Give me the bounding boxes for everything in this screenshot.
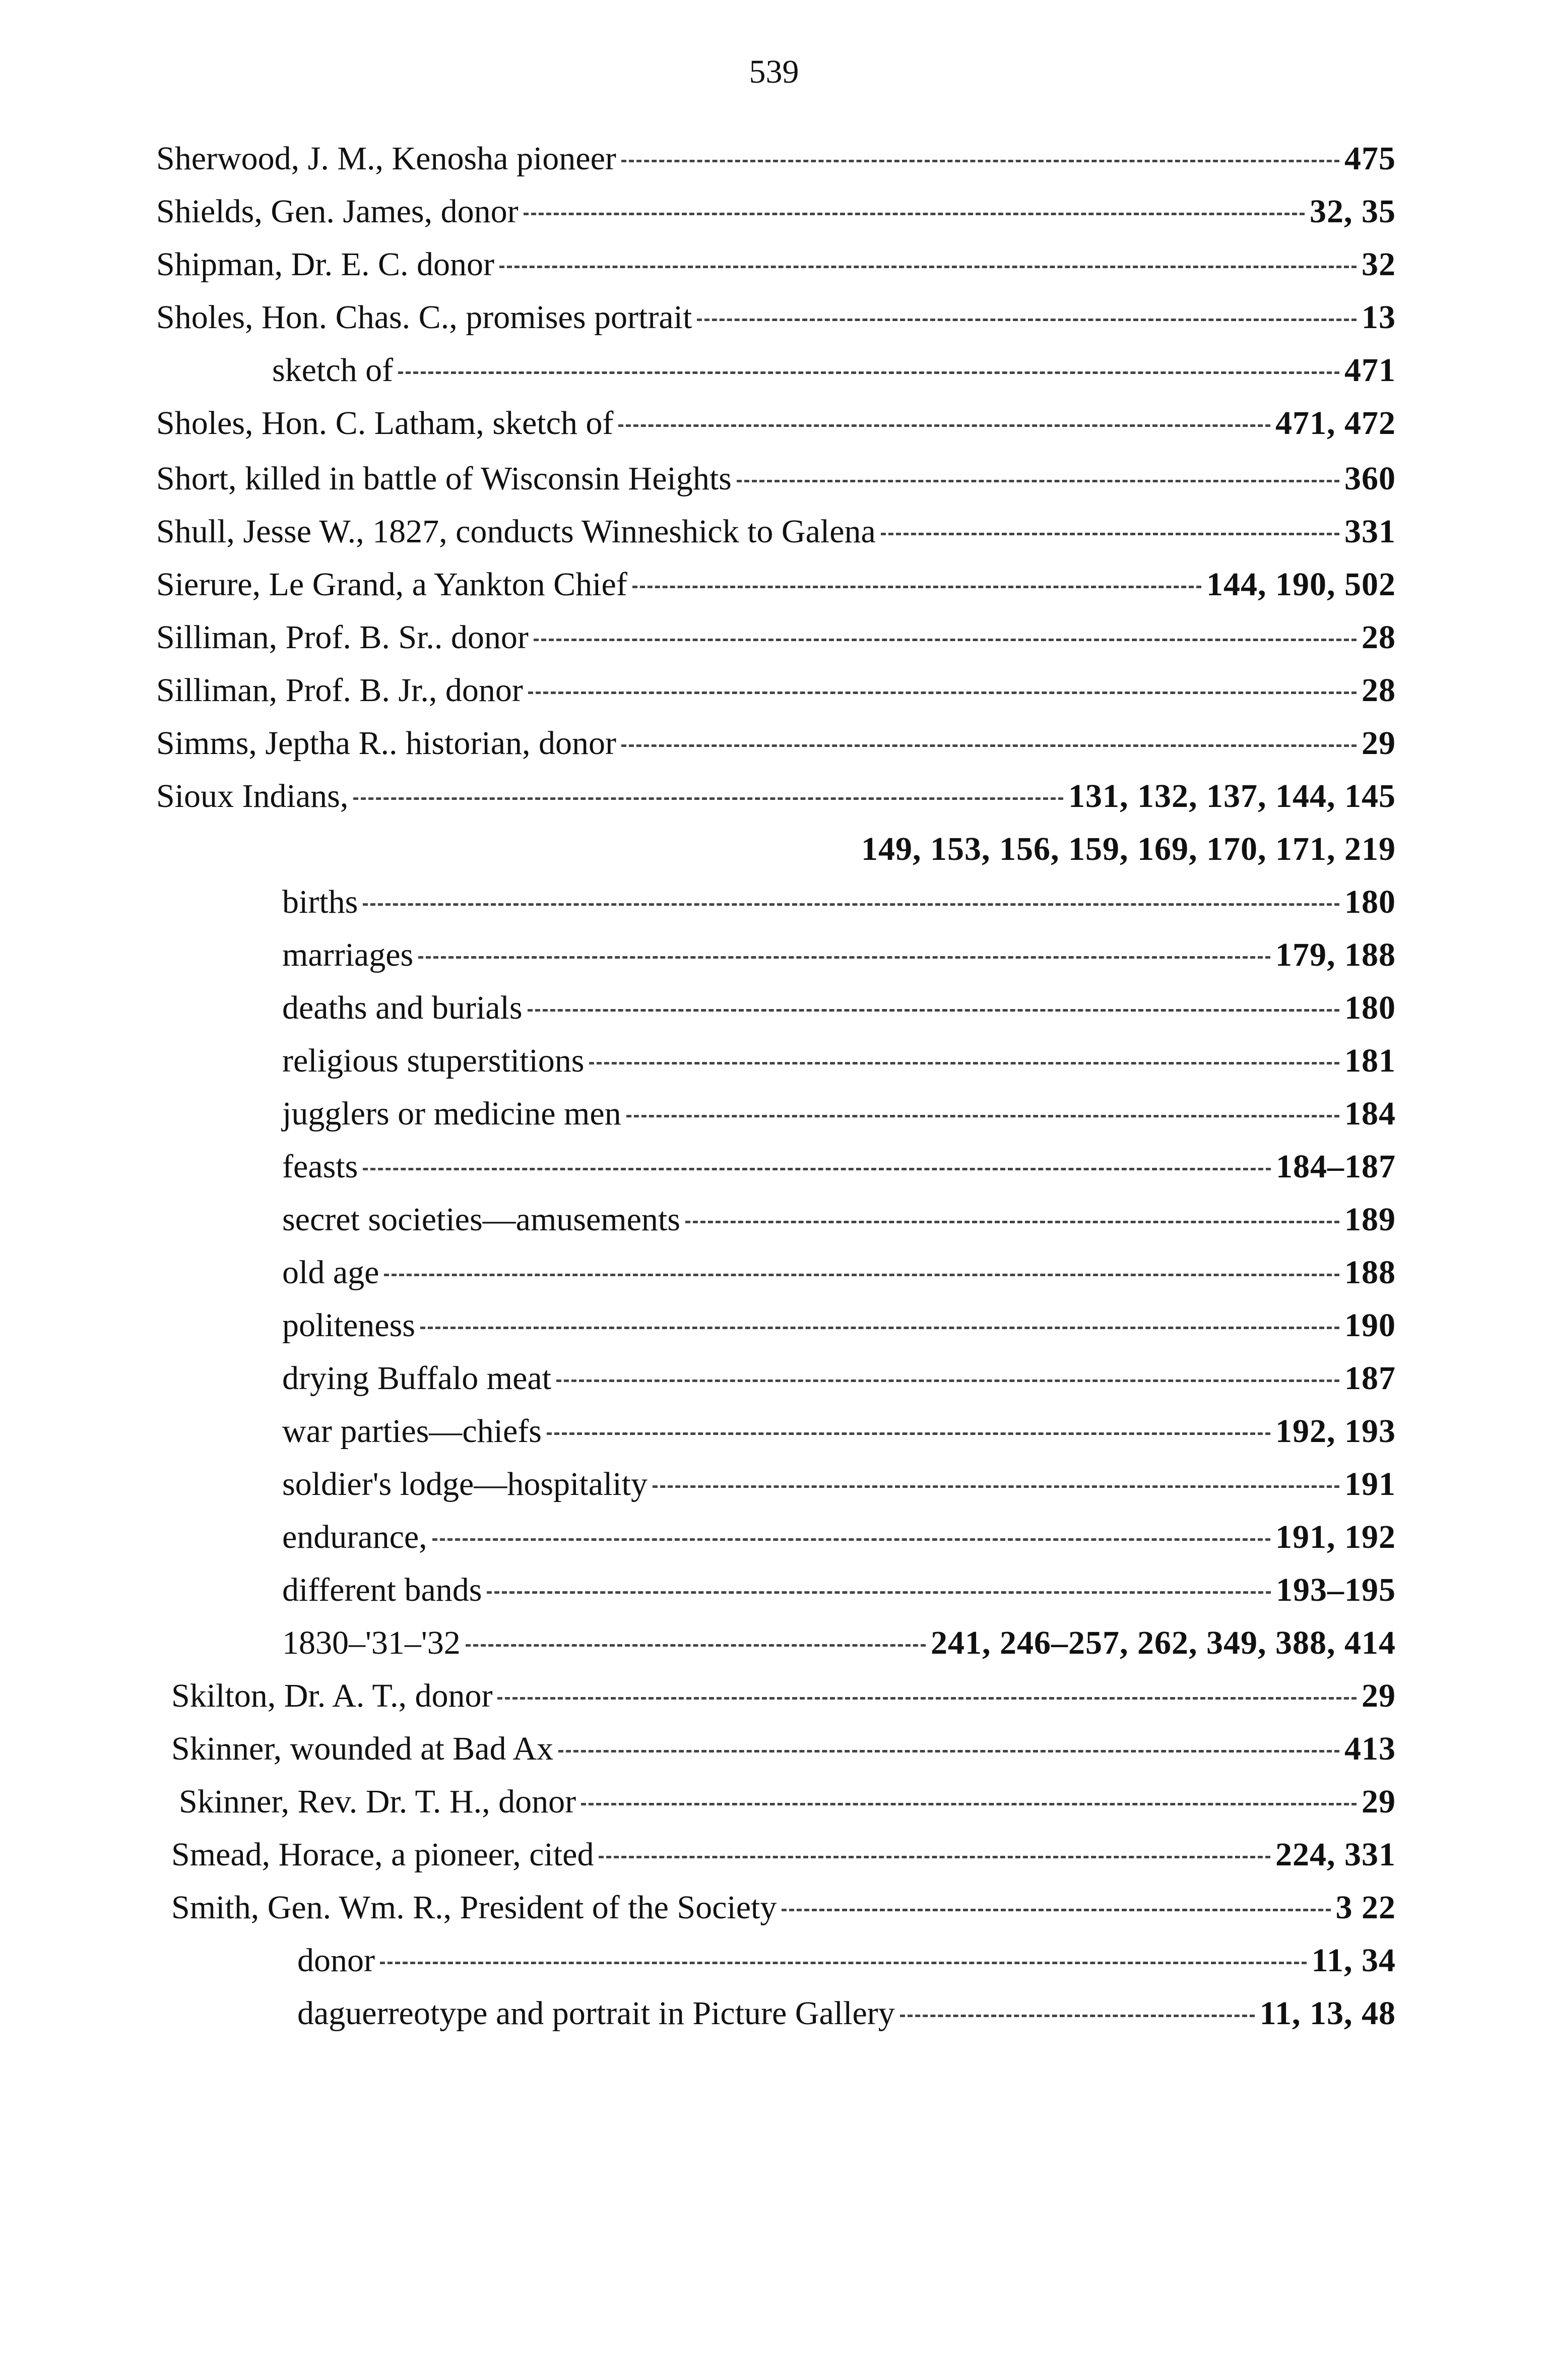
- entry-text: Shull, Jesse W., 1827, conducts Winneshick to Galena: [156, 513, 876, 550]
- entry-pages: 413: [1344, 1730, 1396, 1767]
- entry-text: drying Buffalo meat: [282, 1360, 551, 1397]
- entry-text: births: [282, 884, 358, 920]
- entry-text: donor: [297, 1942, 375, 1979]
- entry-text: marriages: [282, 936, 414, 973]
- dot-leader: [653, 1485, 1339, 1488]
- entry-text: old age: [282, 1254, 379, 1291]
- dot-leader: [528, 692, 1357, 694]
- entry-pages: 191, 192: [1275, 1519, 1396, 1555]
- entry-text: different bands: [282, 1572, 482, 1608]
- dot-leader: [900, 2015, 1255, 2017]
- index-entry: [272, 348, 1396, 393]
- entry-text: Sierure, Le Grand, a Yankton Chief: [156, 566, 627, 603]
- dot-leader: [363, 1168, 1271, 1170]
- dot-leader: [363, 903, 1339, 906]
- dot-leader: [737, 480, 1339, 482]
- entry-text: endurance,: [282, 1519, 427, 1555]
- index-entry: [156, 136, 1396, 181]
- index-entry: [171, 1832, 1396, 1877]
- entry-pages: 29: [1362, 725, 1396, 762]
- entry-text: 1830–'31–'32: [282, 1624, 461, 1661]
- entry-pages: 32, 35: [1310, 193, 1396, 230]
- dot-leader: [528, 1009, 1339, 1012]
- entry-pages: 181: [1344, 1042, 1396, 1079]
- entry-pages: 184: [1344, 1095, 1396, 1132]
- entry-pages: 11, 13, 48: [1259, 1995, 1396, 2032]
- dot-leader: [524, 213, 1305, 215]
- entry-pages: 191: [1344, 1466, 1396, 1502]
- entry-text: Skilton, Dr. A. T., donor: [171, 1677, 493, 1714]
- index-entry: [156, 668, 1396, 713]
- entry-text: deaths and burials: [282, 989, 523, 1026]
- dot-leader: [499, 266, 1357, 268]
- entry-pages: 193–195: [1276, 1572, 1396, 1608]
- entry-text: war parties—chiefs: [282, 1413, 542, 1450]
- index-entry: [156, 242, 1396, 287]
- entry-pages: 179, 188: [1275, 936, 1396, 973]
- entry-text: Shipman, Dr. E. C. donor: [156, 246, 494, 283]
- index-entry: [297, 1938, 1396, 1983]
- dot-leader: [626, 1115, 1339, 1117]
- entry-pages: 360: [1344, 460, 1396, 497]
- index-entry: [282, 1197, 1396, 1242]
- entry-pages: 11, 34: [1311, 1942, 1396, 1979]
- index-entry: [297, 1991, 1396, 2036]
- entry-pages: 149, 153, 156, 159, 169, 170, 171, 219: [861, 831, 1396, 867]
- dot-leader: [466, 1644, 926, 1647]
- dot-leader: [589, 1062, 1339, 1064]
- entry-pages: 190: [1344, 1307, 1396, 1344]
- index-entry: [156, 721, 1396, 766]
- entry-pages: 331: [1344, 513, 1396, 550]
- entry-pages: 180: [1344, 989, 1396, 1026]
- dot-leader: [697, 319, 1357, 321]
- dot-leader: [432, 1538, 1270, 1541]
- index-entry: [282, 985, 1396, 1031]
- entry-text: Shields, Gen. James, donor: [156, 193, 519, 230]
- dot-leader: [618, 424, 1270, 427]
- index-entry: [282, 1038, 1396, 1084]
- entry-pages: 28: [1362, 619, 1396, 656]
- dot-leader: [558, 1750, 1339, 1752]
- entry-pages: 144, 190, 502: [1206, 566, 1396, 603]
- entry-pages: 184–187: [1276, 1148, 1396, 1185]
- index-entry: [156, 774, 1396, 819]
- dot-leader: [420, 1327, 1339, 1329]
- index-entry: [282, 932, 1396, 978]
- entry-text: politeness: [282, 1307, 415, 1344]
- dot-leader: [685, 1221, 1339, 1223]
- entry-text: Skinner, wounded at Bad Ax: [171, 1730, 554, 1767]
- entry-pages: 131, 132, 137, 144, 145: [1068, 778, 1396, 815]
- entry-text: Silliman, Prof. B. Jr., donor: [156, 672, 523, 709]
- entry-text: Sholes, Hon. Chas. C., promises portrait: [156, 299, 692, 336]
- index-entry: [171, 1673, 1396, 1719]
- entry-pages: 29: [1362, 1783, 1396, 1820]
- entry-pages: 192, 193: [1275, 1413, 1396, 1450]
- index-entry: [282, 880, 1396, 925]
- index-entry: [156, 295, 1396, 340]
- index-entry: [282, 1303, 1396, 1348]
- page-number: 539: [749, 53, 799, 90]
- entry-pages: 28: [1362, 672, 1396, 709]
- dot-leader: [534, 639, 1357, 641]
- entry-pages: 475: [1344, 140, 1396, 177]
- index-entry: [282, 1144, 1396, 1189]
- dot-leader: [581, 1803, 1357, 1805]
- entry-pages: 180: [1344, 884, 1396, 920]
- entry-text: Sholes, Hon. C. Latham, sketch of: [156, 405, 614, 442]
- entry-text: Short, killed in battle of Wisconsin Heights: [156, 460, 732, 497]
- index-entry: [282, 1568, 1396, 1613]
- entry-pages: 188: [1344, 1254, 1396, 1291]
- index-entry: [156, 189, 1396, 234]
- dot-leader: [782, 1909, 1330, 1911]
- entry-pages: 32: [1362, 246, 1396, 283]
- entry-text: Skinner, Rev. Dr. T. H., donor: [179, 1783, 576, 1820]
- entry-text: feasts: [282, 1148, 358, 1185]
- entry-pages: 187: [1344, 1360, 1396, 1397]
- entry-pages: 224, 331: [1275, 1836, 1396, 1873]
- entry-text: Sherwood, J. M., Kenosha pioneer: [156, 140, 616, 177]
- index-entry: [282, 1250, 1396, 1295]
- index-entry: [282, 1462, 1396, 1507]
- dot-leader: [632, 586, 1201, 588]
- index-entry: [282, 1515, 1396, 1560]
- dot-leader: [398, 371, 1339, 374]
- entry-text: sketch of: [272, 352, 394, 389]
- index-entry: [282, 1620, 1396, 1666]
- entry-text: soldier's lodge—hospitality: [282, 1466, 648, 1502]
- dot-leader: [380, 1962, 1307, 1964]
- dot-leader: [418, 956, 1270, 959]
- entry-text: Silliman, Prof. B. Sr.. donor: [156, 619, 529, 656]
- entry-text: jugglers or medicine men: [282, 1095, 621, 1132]
- entry-pages: 13: [1362, 299, 1396, 336]
- dot-leader: [621, 744, 1357, 747]
- dot-leader: [384, 1274, 1339, 1276]
- index-entry: [156, 562, 1396, 607]
- entry-text: daguerreotype and portrait in Picture Gallery: [297, 1995, 895, 2032]
- entry-text: Smead, Horace, a pioneer, cited: [171, 1836, 594, 1873]
- entry-text: religious stuperstitions: [282, 1042, 585, 1079]
- index-entry: [156, 509, 1396, 554]
- index-entry: [171, 1885, 1396, 1930]
- index-entry: [171, 1726, 1396, 1772]
- index-entry: [156, 456, 1396, 502]
- entry-pages: 3 22: [1335, 1889, 1396, 1926]
- dot-leader: [353, 797, 1063, 800]
- index-entry: [179, 1779, 1396, 1825]
- entry-pages: 471: [1344, 352, 1396, 389]
- dot-leader: [599, 1856, 1270, 1858]
- entry-pages: 241, 246–257, 262, 349, 388, 414: [931, 1624, 1396, 1661]
- index-entry: [282, 1091, 1396, 1137]
- dot-leader: [621, 160, 1339, 162]
- entry-text: Smith, Gen. Wm. R., President of the Society: [171, 1889, 777, 1926]
- index-entry: [282, 1356, 1396, 1401]
- entry-pages: 471, 472: [1275, 405, 1396, 442]
- index-entry: [675, 827, 1396, 872]
- entry-text: Simms, Jeptha R.. historian, donor: [156, 725, 616, 762]
- entry-text: Sioux Indians,: [156, 778, 349, 815]
- dot-leader: [487, 1591, 1271, 1594]
- dot-leader: [881, 533, 1339, 535]
- index-entry: [282, 1409, 1396, 1454]
- entry-pages: 189: [1344, 1201, 1396, 1238]
- index-entry: [156, 615, 1396, 660]
- index-entry: [156, 401, 1396, 446]
- entry-pages: 29: [1362, 1677, 1396, 1714]
- dot-leader: [547, 1432, 1270, 1435]
- dot-leader: [497, 1697, 1357, 1700]
- entry-text: secret societies—amusements: [282, 1201, 680, 1238]
- dot-leader: [556, 1380, 1339, 1382]
